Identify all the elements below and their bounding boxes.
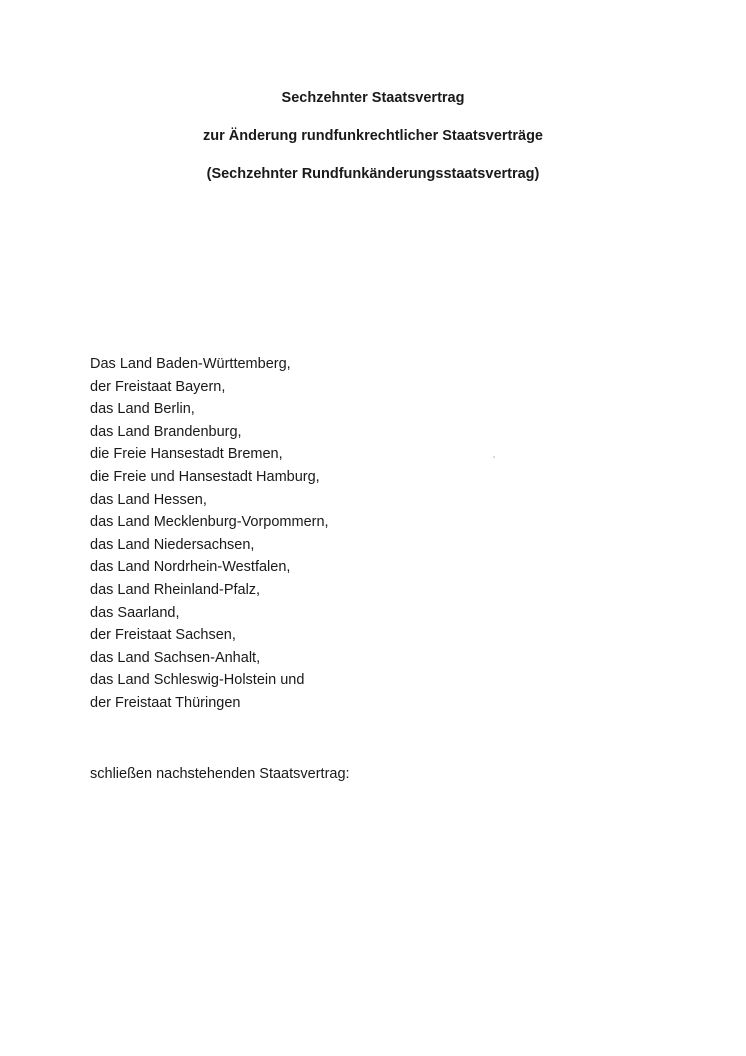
- party-item: das Land Hessen,: [90, 491, 207, 508]
- document-title: Sechzehnter Staatsvertrag: [281, 90, 465, 106]
- party-item: die Freie Hansestadt Bremen,: [90, 446, 283, 463]
- party-item: das Land Mecklenburg-Vorpommern,: [90, 514, 329, 531]
- party-item: das Land Sachsen-Anhalt,: [90, 649, 261, 666]
- document-short-title: (Sechzehnter Rundfunkänderungsstaatsvertrag): [206, 166, 540, 182]
- closing-statement: schließen nachstehenden Staatsvertrag:: [90, 766, 350, 782]
- party-item: das Saarland,: [90, 604, 180, 621]
- party-item: das Land Berlin,: [90, 401, 195, 418]
- party-item: das Land Nordrhein-Westfalen,: [90, 559, 291, 576]
- scan-speck: [493, 456, 495, 458]
- party-item: das Land Niedersachsen,: [90, 536, 255, 553]
- party-item: das Land Schleswig-Holstein und: [90, 672, 305, 689]
- party-item: die Freie und Hansestadt Hamburg,: [90, 468, 320, 485]
- party-item: das Land Rheinland-Pfalz,: [90, 581, 261, 598]
- party-item: Das Land Baden-Württemberg,: [90, 356, 291, 372]
- party-item: der Freistaat Thüringen: [90, 694, 241, 711]
- party-item: das Land Brandenburg,: [90, 423, 242, 440]
- document-subtitle: zur Änderung rundfunkrechtlicher Staatsverträge: [202, 128, 543, 144]
- parties-list: [90, 353, 329, 715]
- party-item: der Freistaat Bayern,: [90, 378, 226, 395]
- party-item: der Freistaat Sachsen,: [90, 627, 236, 644]
